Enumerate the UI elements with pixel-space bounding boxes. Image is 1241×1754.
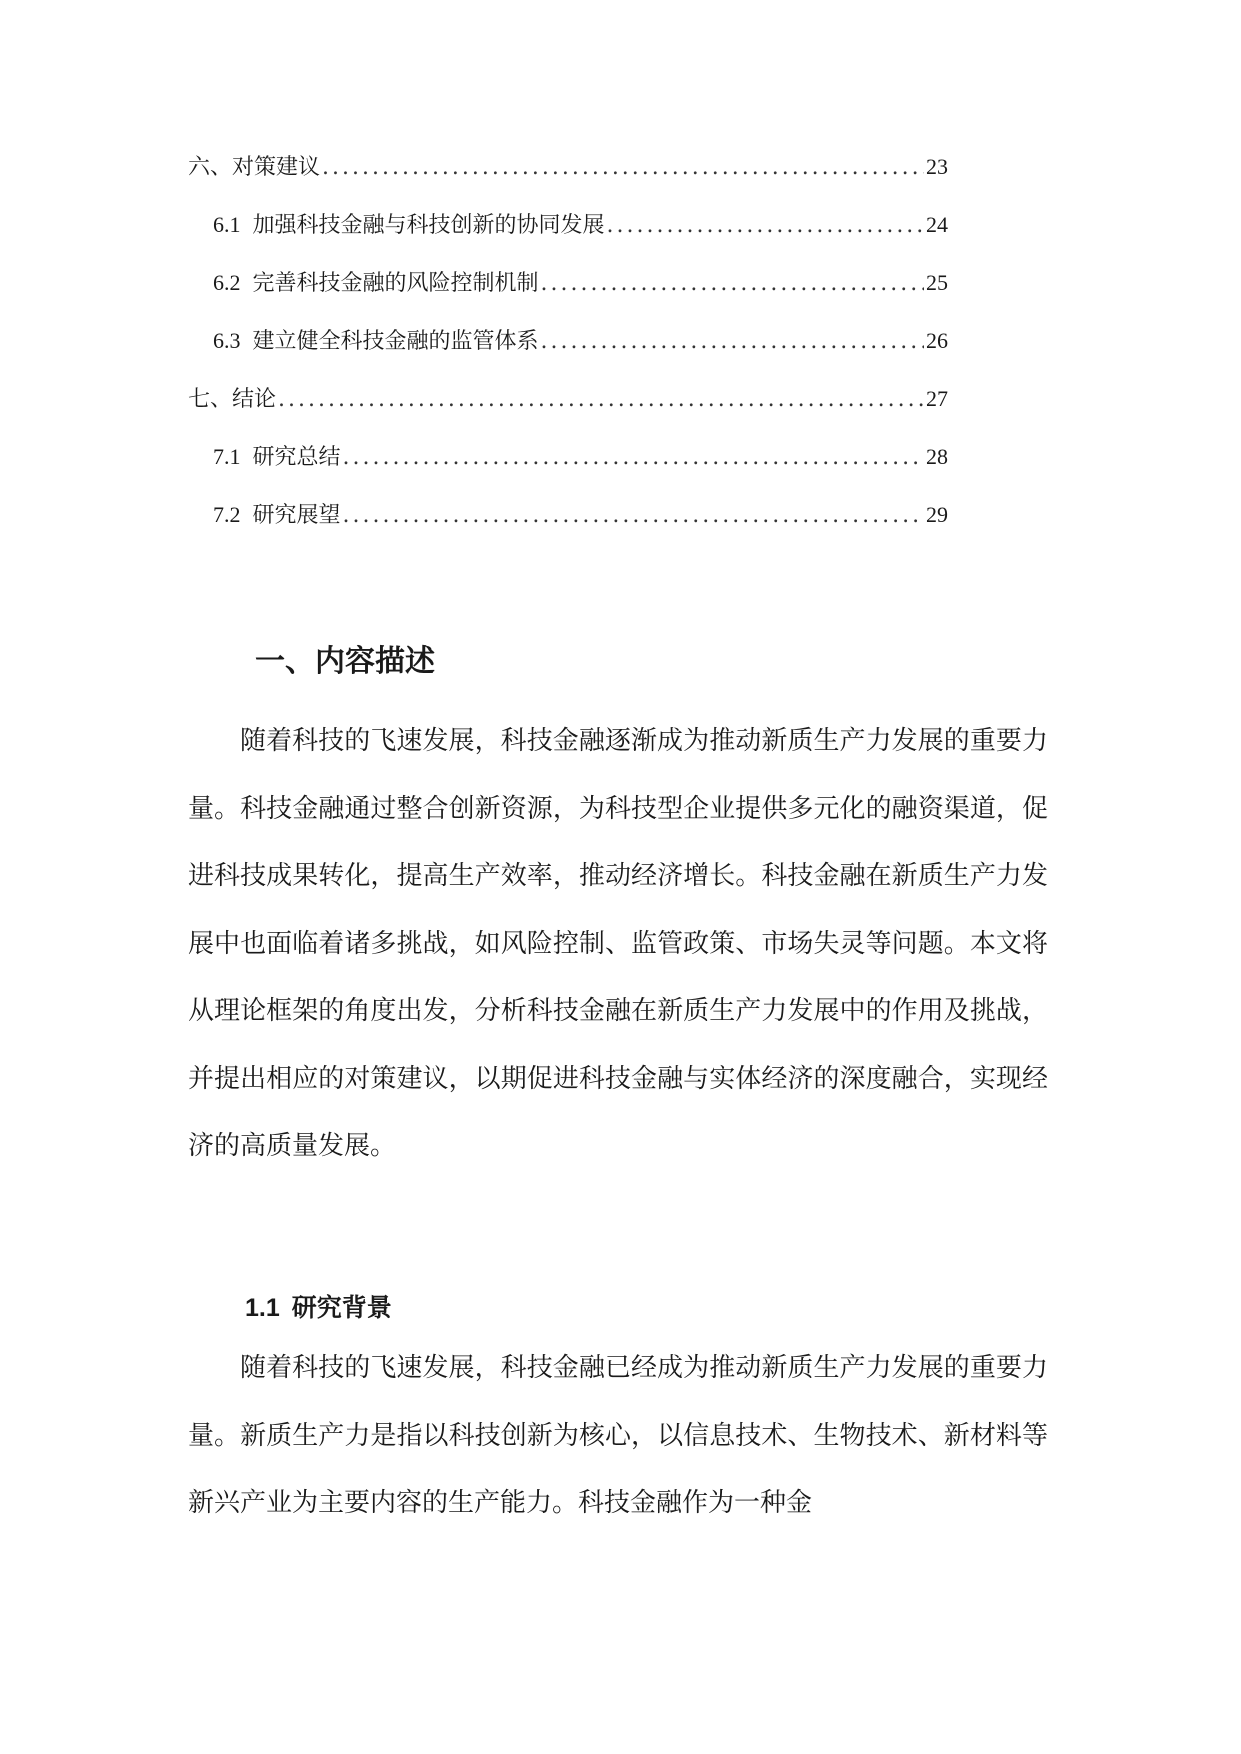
toc-entry-title: 完善科技金融的风险控制机制 xyxy=(252,271,539,296)
toc-entry[interactable] xyxy=(213,498,948,532)
subsection-number: 1.1 xyxy=(245,1294,280,1322)
body-paragraph: 随着科技的飞速发展，科技金融逐渐成为推动新质生产力发展的重要力量。科技金融通过整合创新资源，为科技型企业提供多元化的融资渠道，促进科技成果转化，提高生产效率，推动经济增长。科技金融在新质生产力发展中也面临着诸多挑战，如风险控制、监管政策、市场失灵等问题。本文将从理论框架的角度出发，分析科技金融在新质生产力发展中的作用及挑战，并提出相应的对策建议，以期促进科技金融与实体经济的深度融合，实现经济的高质量发展。 xyxy=(188,726,1048,1161)
toc-dot-leader xyxy=(278,383,924,417)
toc-entry-number: 6.3 xyxy=(213,328,241,353)
toc-entry-title: 加强科技金融与科技创新的协同发展 xyxy=(252,213,605,238)
toc-entry-number: 6.1 xyxy=(213,212,241,237)
toc-dot-leader xyxy=(607,209,924,243)
toc-entry-title: 六、对策建议 xyxy=(188,155,321,180)
toc-entry-title: 研究总结 xyxy=(252,445,341,470)
section-heading: 一、内容描述 xyxy=(255,644,435,679)
toc-entry[interactable] xyxy=(188,382,948,416)
toc-entry-title: 七、结论 xyxy=(188,387,277,412)
toc-entry-page: 23 xyxy=(926,154,948,179)
toc-entry-page: 27 xyxy=(926,386,948,411)
toc-entry-page: 24 xyxy=(926,212,948,237)
toc-entry-title-group xyxy=(213,324,539,359)
subsection-title: 研究背景 xyxy=(291,1293,392,1322)
subsection-heading xyxy=(245,1288,392,1328)
toc-entry[interactable] xyxy=(213,324,948,358)
toc-entry-page: 26 xyxy=(926,328,948,353)
toc-entry-title-group xyxy=(213,440,341,475)
toc-entry-page: 28 xyxy=(926,444,948,469)
toc-entry-title: 建立健全科技金融的监管体系 xyxy=(252,329,539,354)
toc-dot-leader xyxy=(541,267,924,301)
toc-entry[interactable] xyxy=(213,208,948,242)
toc-entry[interactable] xyxy=(213,440,948,474)
toc-dot-leader xyxy=(541,325,924,359)
toc-dot-leader xyxy=(343,499,924,533)
toc-entry-title-group xyxy=(213,266,539,301)
toc-entry-page: 29 xyxy=(926,502,948,527)
toc-entry-page: 25 xyxy=(926,270,948,295)
toc-entry-number: 6.2 xyxy=(213,270,241,295)
toc-entry-number: 7.1 xyxy=(213,444,241,469)
toc-entry-title-group xyxy=(213,498,341,533)
toc-entry-title: 研究展望 xyxy=(252,503,341,528)
toc-dot-leader xyxy=(322,151,924,185)
toc-dot-leader xyxy=(343,441,924,475)
body-paragraph: 随着科技的飞速发展，科技金融已经成为推动新质生产力发展的重要力量。新质生产力是指以科技创新为核心，以信息技术、生物技术、新材料等新兴产业为主要内容的生产能力。科技金融作为一种金 xyxy=(188,1353,1048,1518)
toc-entry[interactable] xyxy=(188,150,948,184)
toc-entry-number: 7.2 xyxy=(213,502,241,527)
toc-entry[interactable] xyxy=(213,266,948,300)
toc-entry-title-group xyxy=(213,208,605,243)
